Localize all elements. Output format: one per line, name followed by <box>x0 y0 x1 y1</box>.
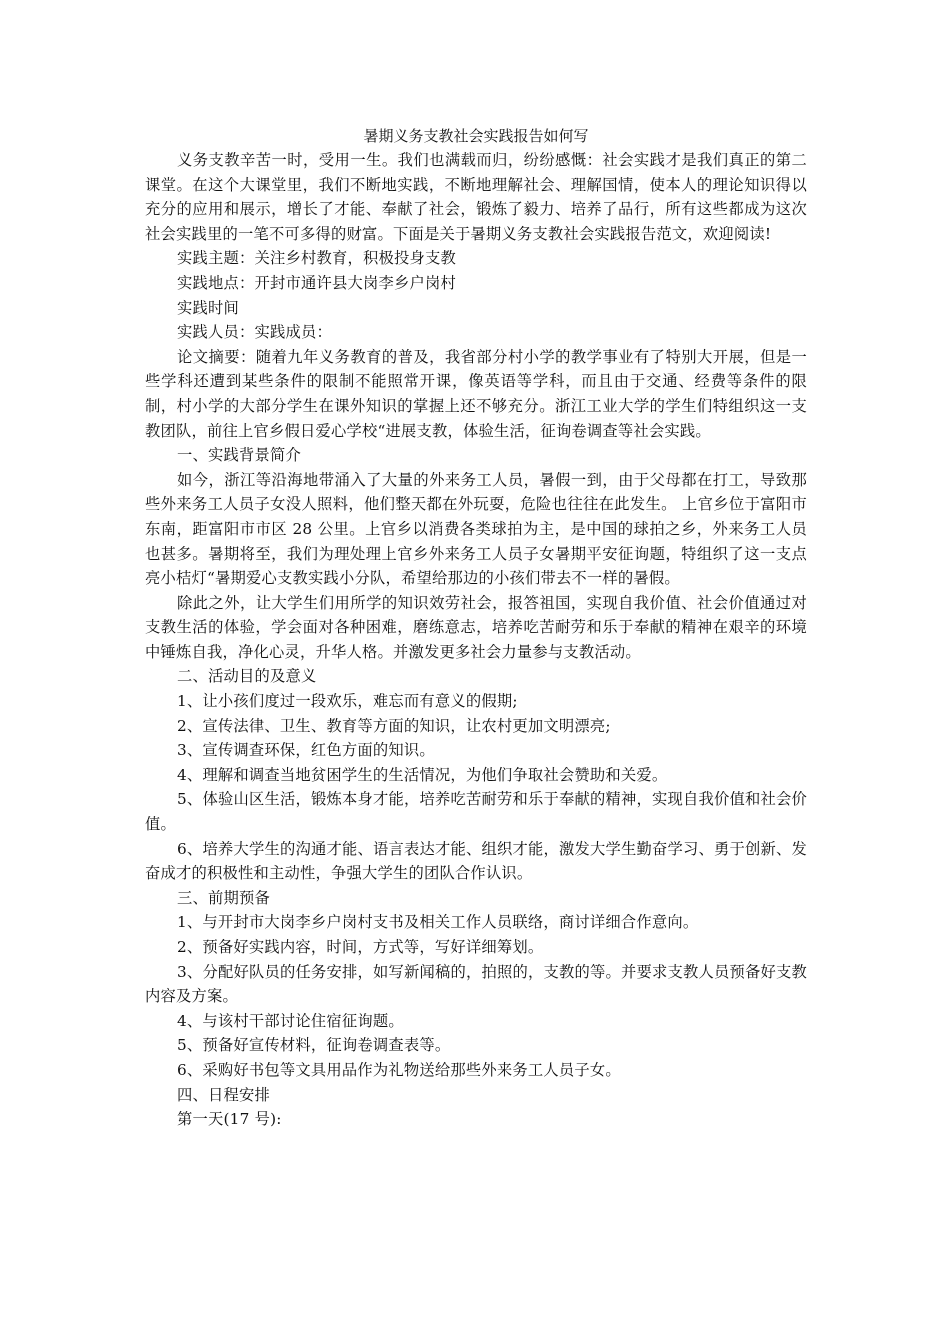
section-heading-background: 一、实践背景简介 <box>177 446 301 465</box>
paragraph-theme: 实践主题：关注乡村教育，积极投身支教 <box>177 249 456 268</box>
list-item-purpose-4: 4、理解和调查当地贫困学生的生活情况，为他们争取社会赞助和关爱。 <box>177 765 668 784</box>
list-item-preparation-6: 6、采购好书包等文具用品作为礼物送给那些外来务工人员子女。 <box>177 1060 621 1079</box>
list-item-preparation-3: 3、分配好队员的任务安排，如写新闻稿的，拍照的，支教的等。并要求支教人员预备好支教内容及方案。 <box>145 962 807 1006</box>
paragraph-intro: 义务支教辛苦一时，受用一生。我们也满载而归，纷纷感慨：社会实践才是我们真正的第二课堂。在这个大课堂里，我们不断地实践，不断地理解社会、理解国情，使本人的理论知识得以充分的应用和展示，增长了才能、奉献了社会，锻炼了毅力、培养了品行，所有这些都成为这次社会实践里的一笔不可多得的财富。下面是关于暑期义务支教社会实践报告范文，欢迎阅读! <box>145 151 807 243</box>
section-heading-purpose: 二、活动目的及意义 <box>177 667 317 686</box>
paragraph-abstract: 论文摘要：随着九年义务教育的普及，我省部分村小学的教学事业有了特别大开展，但是一些学科还遭到某些条件的限制不能照常开课，像英语等学科，而且由于交通、经费等条件的限制，村小学的大部分学生在课外知识的掌握上还不够充分。浙江工业大学的学生们特组织这一支教团队，前往上官乡假日爱心学校“进展支教，体验生活，征询卷调查等社会实践。 <box>145 347 807 440</box>
paragraph-background: 如今，浙江等沿海地带涌入了大量的外来务工人员，暑假一到，由于父母都在打工，导致那些外来务工人员子女没人照料，他们整天都在外玩耍，危险也往往在此发生。 上官乡位于富阳市东南，距富阳市市区 28 公里。上官乡以消费各类球拍为主，是中国的球拍之乡，外来务工人员也甚多。暑期将至，我们为理处理上官乡外来务工人员子女暑期平安征询题，特组织了这一支点亮小桔灯“暑期爱心支教实践小分队，希望给那边的小孩们带去不一样的暑假。 <box>145 470 807 588</box>
list-item-purpose-1: 1、让小孩们度过一段欢乐，难忘而有意义的假期; <box>177 692 518 711</box>
list-item-preparation-5: 5、预备好宣传材料，征询卷调查表等。 <box>177 1036 451 1055</box>
list-item-purpose-6: 6、培养大学生的沟通才能、语言表达才能、组织才能，激发大学生勤奋学习、勇于创新、发奋成才的积极性和主动性，争强大学生的团队合作认识。 <box>145 839 807 883</box>
section-heading-preparation: 三、前期预备 <box>177 888 270 907</box>
list-item-preparation-1: 1、与开封市大岗李乡户岗村支书及相关工作人员联络，商讨详细合作意向。 <box>177 913 699 932</box>
paragraph-besides: 除此之外，让大学生们用所学的知识效劳社会，报答祖国，实现自我价值、社会价值通过对支教生活的体验，学会面对各种困难，磨练意志，培养吃苦耐劳和乐于奉献的精神在艰辛的环境中锤炼自我，净化心灵，升华人格。并激发更多社会力量参与支教活动。 <box>145 593 807 661</box>
list-item-preparation-2: 2、预备好实践内容，时间，方式等，写好详细筹划。 <box>177 938 544 956</box>
list-item-preparation-4: 4、与该村干部讨论住宿征询题。 <box>177 1011 404 1030</box>
list-item-purpose-5: 5、体验山区生活，锻炼本身才能，培养吃苦耐劳和乐于奉献的精神，实现自我价值和社会价值。 <box>145 790 807 834</box>
paragraph-time: 实践时间 <box>177 298 239 317</box>
list-item-purpose-3: 3、宣传调查环保，红色方面的知识。 <box>177 741 435 760</box>
paragraph-location: 实践地点：开封市通许县大岗李乡户岗村 <box>177 273 456 292</box>
schedule-day-one: 第一天(17 号): <box>177 1110 282 1129</box>
paragraph-members: 实践人员：实践成员： <box>177 323 332 342</box>
list-item-purpose-2: 2、宣传法律、卫生、教育等方面的知识，让农村更加文明漂亮; <box>177 716 611 735</box>
document-body <box>145 124 807 1132</box>
document-title: 暑期义务支教社会实践报告如何写 <box>363 127 589 145</box>
section-heading-schedule: 四、日程安排 <box>177 1085 270 1104</box>
